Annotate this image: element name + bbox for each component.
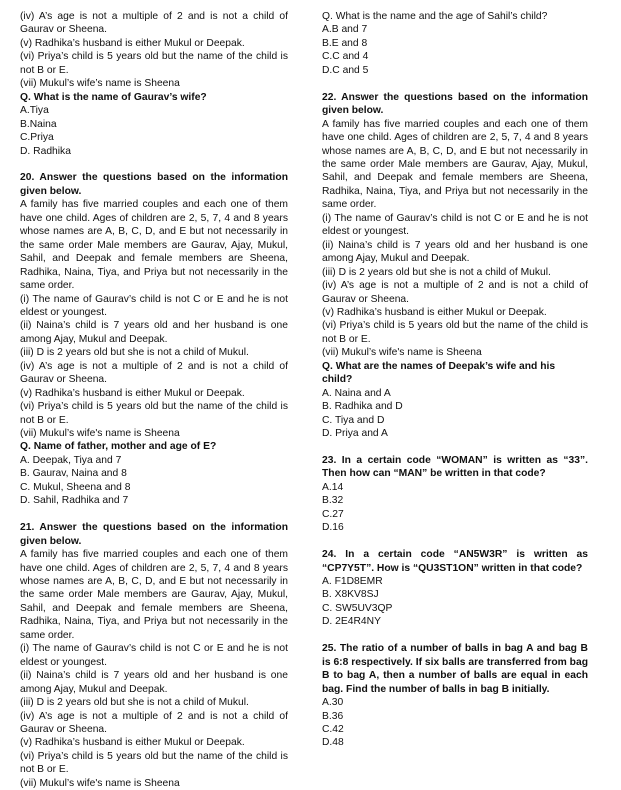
q24 xyxy=(322,548,588,629)
q22-clue-vi: (vi) Priya’s child is 5 years old but the name of the child is not B or E. xyxy=(322,320,588,345)
q21-option-a: A.B and 7 xyxy=(322,24,368,36)
q21-header: 21. Answer the questions based on the information given below. xyxy=(20,522,288,547)
q24-option-c: C. SW5UV3QP xyxy=(322,602,393,614)
q20-option-d: D. Sahil, Radhika and 7 xyxy=(20,495,129,507)
q21-option-c: C.C and 4 xyxy=(322,51,369,63)
q22-clue-vii: (vii) Mukul’s wife's name is Sheena xyxy=(322,347,482,359)
q22-clue-iii: (iii) D is 2 years old but she is not a child of Mukul. xyxy=(322,266,551,278)
q20-clue-iv: (iv) A’s age is not a multiple of 2 and is not a child of Gaurav or Sheena. xyxy=(20,360,288,386)
q22-question: Q. What are the names of Deepak’s wife and his child? xyxy=(322,360,556,386)
q21-option-b: B.E and 8 xyxy=(322,37,368,49)
q20-clue-i: (i) The name of Gaurav’s child is not C or E and he is not eldest or youngest. xyxy=(20,293,288,318)
q19-tail xyxy=(20,10,288,158)
spacer xyxy=(322,77,588,90)
q25-option-d: D.48 xyxy=(322,737,344,749)
q24-option-a: A. F1D8EMR xyxy=(322,575,383,587)
q22-option-b: B. Radhika and D xyxy=(322,401,403,413)
q22-intro: A family has five married couples and each one of them have one child. Ages of children are 2, 5, 7, 4 and 8 years whose names are A, B, C, D, and E but not necessarily in the same order Male members are Gaurav, Ajay, Mukul, Sahil, and Deepak and female members are Sheena, Radhika, Naina, Tiya, and Priya but not necessarily in the same order. xyxy=(322,118,588,211)
q22 xyxy=(322,91,588,441)
q20-clue-v: (v) Radhika’s husband is either Mukul or Deepak. xyxy=(20,387,245,399)
q20-header: 20. Answer the questions based on the information given below. xyxy=(20,172,288,197)
q19-option-a: A.Tiya xyxy=(20,105,49,117)
q20-clue-vii: (vii) Mukul’s wife's name is Sheena xyxy=(20,428,180,440)
q23-option-d: D.16 xyxy=(322,522,344,534)
q19-option-d: D. Radhika xyxy=(20,145,71,157)
q21-clue-iii: (iii) D is 2 years old but she is not a child of Mukul. xyxy=(20,697,249,709)
spacer xyxy=(20,158,288,171)
spacer xyxy=(322,629,588,642)
q23-question: 23. In a certain code “WOMAN” is written as “33”. Then how can “MAN” be written in that code? xyxy=(322,454,588,480)
q22-option-a: A. Naina and A xyxy=(322,387,391,399)
q19-clue-vii: (vii) Mukul’s wife’s name is Sheena xyxy=(20,78,180,90)
q21-intro: A family has five married couples and each one of them have one child. Ages of children are 2, 5, 7, 4 and 8 years whose names are A, B, C, D, and E but not necessarily in the same order Male members are Gaurav, Ajay, Mukul, Sahil, and Deepak and female members are Sheena, Radhika, Naina, Tiya, and Priya but not necessarily in the same order. xyxy=(20,549,288,641)
q20-clue-iii: (iii) D is 2 years old but she is not a child of Mukul. xyxy=(20,347,249,359)
q20-clue-ii: (ii) Naina’s child is 7 years old and her husband is one among Ajay, Mukul and Deepak. xyxy=(20,320,288,345)
q23-option-b: B.32 xyxy=(322,495,344,507)
q21-question: Q. What is the name and the age of Sahil’s child? xyxy=(322,11,548,22)
q20-option-b: B. Gaurav, Naina and 8 xyxy=(20,468,127,480)
q20-option-a: A. Deepak, Tiya and 7 xyxy=(20,454,122,466)
q21-clue-iv: (iv) A’s age is not a multiple of 2 and is not a child of Gaurav or Sheena. xyxy=(20,710,288,735)
spacer xyxy=(322,535,588,548)
q22-clue-v: (v) Radhika’s husband is either Mukul or Deepak. xyxy=(322,306,547,318)
q19-clue-vi: (vi) Priya’s child is 5 years old but the name of the child is not B or E. xyxy=(20,51,288,76)
q20 xyxy=(20,171,288,507)
q23-option-a: A.14 xyxy=(322,481,344,493)
q19-clue-iv: (iv) A’s age is not a multiple of 2 and is not a child of Gaurav or Sheena. xyxy=(20,11,288,36)
right-column xyxy=(322,10,588,750)
q20-option-c: C. Mukul, Sheena and 8 xyxy=(20,481,131,493)
q21-option-d: D.C and 5 xyxy=(322,64,369,76)
q25-option-a: A.30 xyxy=(322,697,344,709)
q22-option-d: D. Priya and A xyxy=(322,428,388,440)
spacer xyxy=(20,508,288,521)
q22-header: 22. Answer the questions based on the information given below. xyxy=(322,91,588,117)
q21-clue-v: (v) Radhika’s husband is either Mukul or Deepak. xyxy=(20,737,245,749)
q21-clue-vi: (vi) Priya’s child is 5 years old but the name of the child is not B or E. xyxy=(20,750,288,776)
spacer xyxy=(322,440,588,453)
q25-question: 25. The ratio of a number of balls in bag A and bag B is 6:8 respectively. If six balls are transferred from bag B to bag A, then a number of balls are equal in each bag. Find the number of balls in bag B initially. xyxy=(322,643,588,695)
q21-clue-ii: (ii) Naina’s child is 7 years old and her husband is one among Ajay, Mukul and Deepak. xyxy=(20,670,288,695)
q21 xyxy=(20,521,288,790)
q25-option-b: B.36 xyxy=(322,710,344,722)
q24-option-d: D. 2E4R4NY xyxy=(322,616,381,628)
q19-option-b: B.Naina xyxy=(20,118,57,130)
q25 xyxy=(322,642,588,750)
q21-tail xyxy=(322,10,588,77)
q20-question: Q. Name of father, mother and age of E? xyxy=(20,441,217,453)
q19-clue-v: (v) Radhika’s husband is either Mukul or Deepak. xyxy=(20,37,245,49)
q25-option-c: C.42 xyxy=(322,723,344,735)
q22-clue-ii: (ii) Naina’s child is 7 years old and her husband is one among Ajay, Mukul and Deepak. xyxy=(322,239,588,265)
q22-option-c: C. Tiya and D xyxy=(322,414,385,426)
q22-clue-iv: (iv) A’s age is not a multiple of 2 and is not a child of Gaurav or Sheena. xyxy=(322,280,588,305)
q23-option-c: C.27 xyxy=(322,508,344,520)
q20-intro: A family has five married couples and each one of them have one child. Ages of children are 2, 5, 7, 4 and 8 years whose names are A, B, C, D, and E but not necessarily in the same order Male members are Gaurav, Ajay, Mukul, Sahil, and Deepak and female members are Sheena, Radhika, Naina, Tiya, and Priya but not necessarily in the same order. xyxy=(20,199,288,292)
q24-option-b: B. X8KV8SJ xyxy=(322,589,379,601)
q21-clue-i: (i) The name of Gaurav’s child is not C or E and he is not eldest or youngest. xyxy=(20,643,288,668)
q21-clue-vii: (vii) Mukul’s wife's name is Sheena xyxy=(20,777,180,789)
left-column xyxy=(20,10,288,790)
q19-question: Q. What is the name of Gaurav’s wife? xyxy=(20,91,207,103)
q23 xyxy=(322,454,588,535)
q22-clue-i: (i) The name of Gaurav’s child is not C or E and he is not eldest or youngest. xyxy=(322,212,588,238)
q20-clue-vi: (vi) Priya’s child is 5 years old but the name of the child is not B or E. xyxy=(20,401,288,426)
q19-option-c: C.Priya xyxy=(20,132,54,144)
q24-question: 24. In a certain code “AN5W3R” is written as “CP7Y5T”. How is “QU3ST1ON” written in that code? xyxy=(322,549,588,574)
